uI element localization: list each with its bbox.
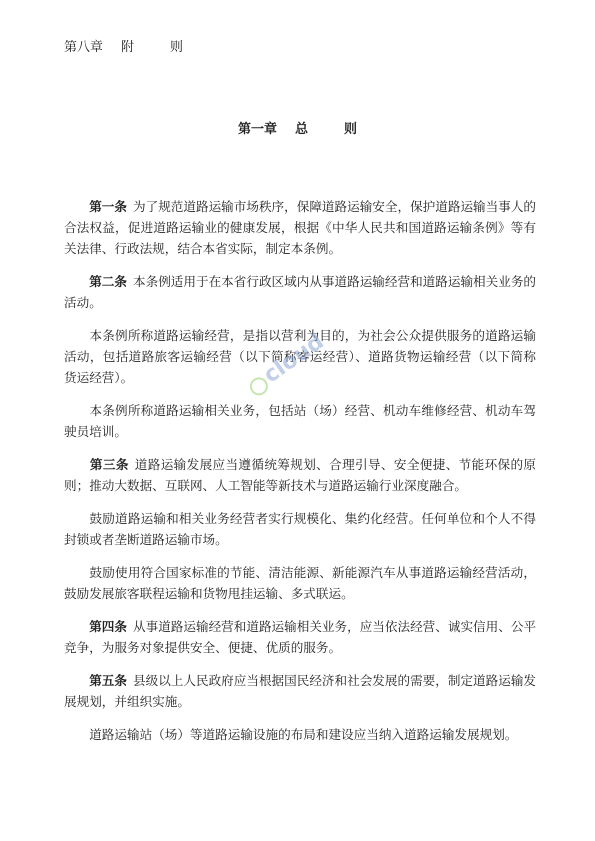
article-text: 道路运输站（场）等道路运输设施的布局和建设应当纳入道路运输发展规划。: [89, 727, 518, 742]
watermark-text: cloud: [259, 329, 329, 389]
article-paragraph: [64, 724, 536, 745]
article-paragraph: [64, 454, 536, 496]
toc-chapter-title-a: 附: [121, 40, 135, 55]
article-paragraph: [64, 670, 536, 712]
article-paragraph: [64, 562, 536, 604]
article-text: 本条例所称道路运输相关业务，包括站（场）经营、机动车维修经营、机动车驾驶员培训。: [64, 403, 537, 439]
article-text: 道路运输发展应当遵循统筹规划、合理引导、安全便捷、节能环保的原则；推动大数据、互联网、人工智能等新技术与道路运输行业深度融合。: [64, 457, 537, 493]
article-number: 第二条: [89, 274, 127, 289]
article-paragraph: [64, 508, 536, 550]
toc-chapter-line: [64, 36, 183, 55]
toc-chapter-title-b: 则: [170, 40, 184, 55]
article-number: 第一条: [89, 199, 127, 214]
article-number: 第五条: [89, 673, 127, 688]
article-paragraph: [64, 271, 536, 313]
article-body: [64, 196, 536, 757]
article-text: 为了规范道路运输市场秩序，保障道路运输安全，保护道路运输当事人的合法权益，促进道路运输业的健康发展，根据《中华人民共和国道路运输条例》等有关法律、行政法规，结合本省实际，制定本条例。: [64, 199, 537, 256]
article-paragraph: [64, 400, 536, 442]
article-number: 第四条: [89, 619, 127, 634]
article-text: 县级以上人民政府应当根据国民经济和社会发展的需要，制定道路运输发展规划，并组织实施。: [64, 673, 537, 709]
article-paragraph: [64, 616, 536, 658]
toc-chapter-number: 第八章: [64, 40, 104, 55]
chapter-title-a: 总: [294, 122, 308, 137]
article-text: 鼓励使用符合国家标准的节能、清洁能源、新能源汽车从事道路运输经营活动，鼓励发展旅客联程运输和货物甩挂运输、多式联运。: [64, 565, 537, 601]
article-paragraph: [64, 196, 536, 259]
chapter-label: 第一章: [237, 122, 277, 137]
chapter-title-b: 则: [344, 122, 358, 137]
chapter-heading: [0, 118, 595, 137]
article-text: 本条例所称道路运输经营，是指以营利为目的，为社会公众提供服务的道路运输活动，包括道路旅客运输经营（以下简称客运经营）、道路货物运输经营（以下简称货运经营）。: [64, 328, 537, 385]
article-text: 本条例适用于在本省行政区域内从事道路运输经营和道路运输相关业务的活动。: [64, 274, 537, 310]
article-text: 从事道路运输经营和道路运输相关业务，应当依法经营、诚实信用、公平竞争，为服务对象提供安全、便捷、优质的服务。: [64, 619, 537, 655]
article-text: 鼓励道路运输和相关业务经营者实行规模化、集约化经营。任何单位和个人不得封锁或者垄断道路运输市场。: [64, 511, 537, 547]
article-number: 第三条: [89, 457, 129, 472]
article-paragraph: [64, 325, 536, 388]
